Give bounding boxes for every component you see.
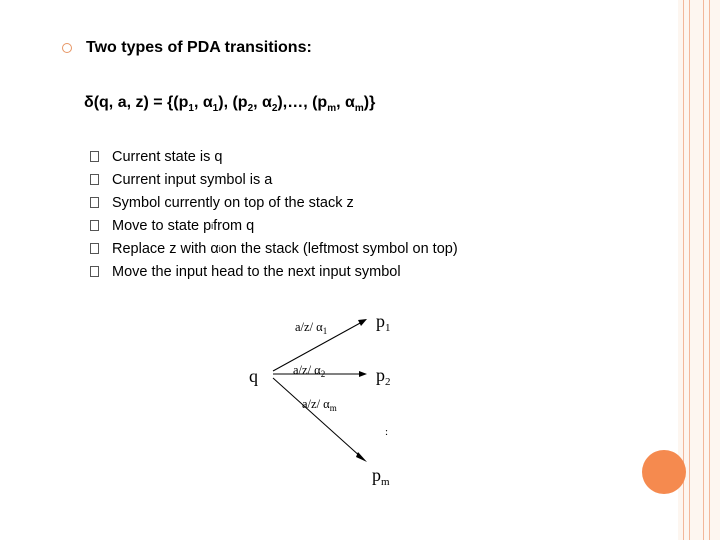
- edge-label-2: a/z/ $\alpha_2$: [293, 363, 326, 379]
- arrowhead-icon: [356, 452, 367, 462]
- list-item: Symbol currently on top of the stack z: [90, 191, 458, 214]
- state-p2: $p_2$: [376, 365, 391, 388]
- list-item: Current state is q: [90, 145, 458, 168]
- edge-label-m: a/z/ $\alpha_m$: [302, 397, 337, 413]
- list-item: Replace z with α i on the stack (leftmost symbol on top): [90, 237, 458, 260]
- slide-heading: Two types of PDA transitions:: [86, 39, 312, 56]
- state-q: q: [249, 366, 258, 386]
- edge-label-1: a/z/ $\alpha_1$: [295, 320, 328, 336]
- edge-to-pm: [273, 378, 362, 458]
- state-p1: $p_1$: [376, 311, 391, 334]
- arrowhead-icon: [359, 371, 367, 377]
- state-pm: $p_m$: [372, 465, 390, 488]
- ellipsis: :: [385, 426, 389, 438]
- transition-formula: δ(q, a, $z) = \{(p_1$, $\alpha_1$), ($p_2$, $\alpha_2),\dots$, ($p_m$, $\alpha_m$)}: [84, 94, 376, 115]
- list-item: Current input symbol is a: [90, 168, 458, 191]
- arrowhead-icon: [358, 319, 367, 326]
- list-item: Move the input head to the next input symbol: [90, 260, 458, 283]
- list-item: Move to state p i from q: [90, 214, 458, 237]
